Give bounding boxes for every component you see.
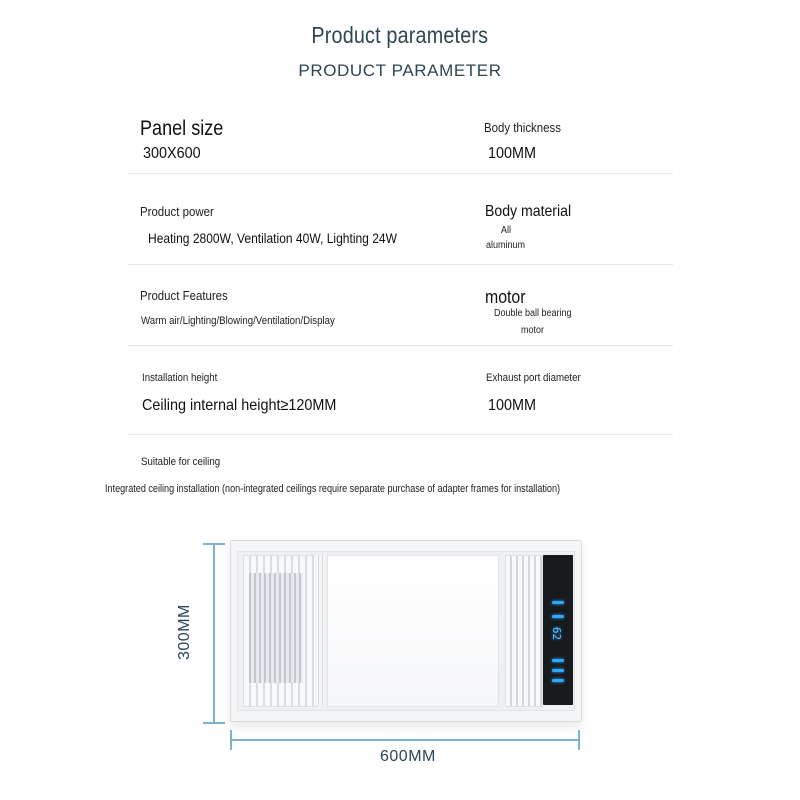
light-panel xyxy=(327,555,499,707)
display-indicator xyxy=(552,669,564,672)
display-digits: 62 xyxy=(550,626,564,641)
body-thickness-label: Body thickness xyxy=(484,120,561,135)
page-title: Product parameters xyxy=(311,22,489,48)
body-thickness-value: 100MM xyxy=(488,145,537,162)
height-dimension-line xyxy=(213,543,215,723)
panel-size-label: Panel size xyxy=(140,117,224,140)
body-material-value-line1: All xyxy=(501,225,512,236)
width-dimension-line xyxy=(230,739,580,741)
divider xyxy=(128,434,673,435)
motor-label: motor xyxy=(485,287,526,307)
control-display xyxy=(543,555,573,705)
vent-slats xyxy=(315,555,325,705)
divider xyxy=(128,345,673,346)
product-power-label: Product power xyxy=(140,204,214,219)
heater-fan xyxy=(249,573,303,683)
dimension-tick xyxy=(230,730,232,750)
divider xyxy=(128,264,673,265)
motor-value-line2: motor xyxy=(521,325,545,336)
dimension-tick xyxy=(578,730,580,750)
exhaust-port-value: 100MM xyxy=(488,397,537,414)
panel-size-value: 300X600 xyxy=(143,145,201,162)
installation-height-label: Installation height xyxy=(142,372,218,384)
product-features-label: Product Features xyxy=(140,288,228,303)
product-power-value: Heating 2800W, Ventilation 40W, Lighting 24W xyxy=(148,230,397,246)
display-indicator xyxy=(552,601,564,604)
dimension-tick xyxy=(203,722,225,724)
display-indicator xyxy=(552,679,564,682)
body-material-label: Body material xyxy=(485,203,572,220)
suitable-label: Suitable for ceiling xyxy=(141,456,221,468)
installation-height-value: Ceiling internal height≥120MM xyxy=(142,397,337,414)
display-indicator xyxy=(552,615,564,618)
body-material-value-line2: aluminum xyxy=(486,240,526,251)
product-features-value: Warm air/Lighting/Blowing/Ventilation/Display xyxy=(141,315,335,327)
width-dimension-label: 600MM xyxy=(380,748,436,765)
divider xyxy=(128,173,673,174)
dimension-tick xyxy=(203,543,225,545)
height-dimension-label: 300MM xyxy=(176,604,193,660)
display-indicator xyxy=(552,659,564,662)
page-subtitle: PRODUCT PARAMETER xyxy=(298,61,502,80)
right-vent-grill xyxy=(505,555,543,707)
suitable-value: Integrated ceiling installation (non-integrated ceilings require separate purchase of adapter frames for installation) xyxy=(105,483,561,495)
exhaust-port-label: Exhaust port diameter xyxy=(486,372,581,384)
bath-heater-image xyxy=(230,540,582,722)
motor-value-line1: Double ball bearing xyxy=(494,308,572,319)
